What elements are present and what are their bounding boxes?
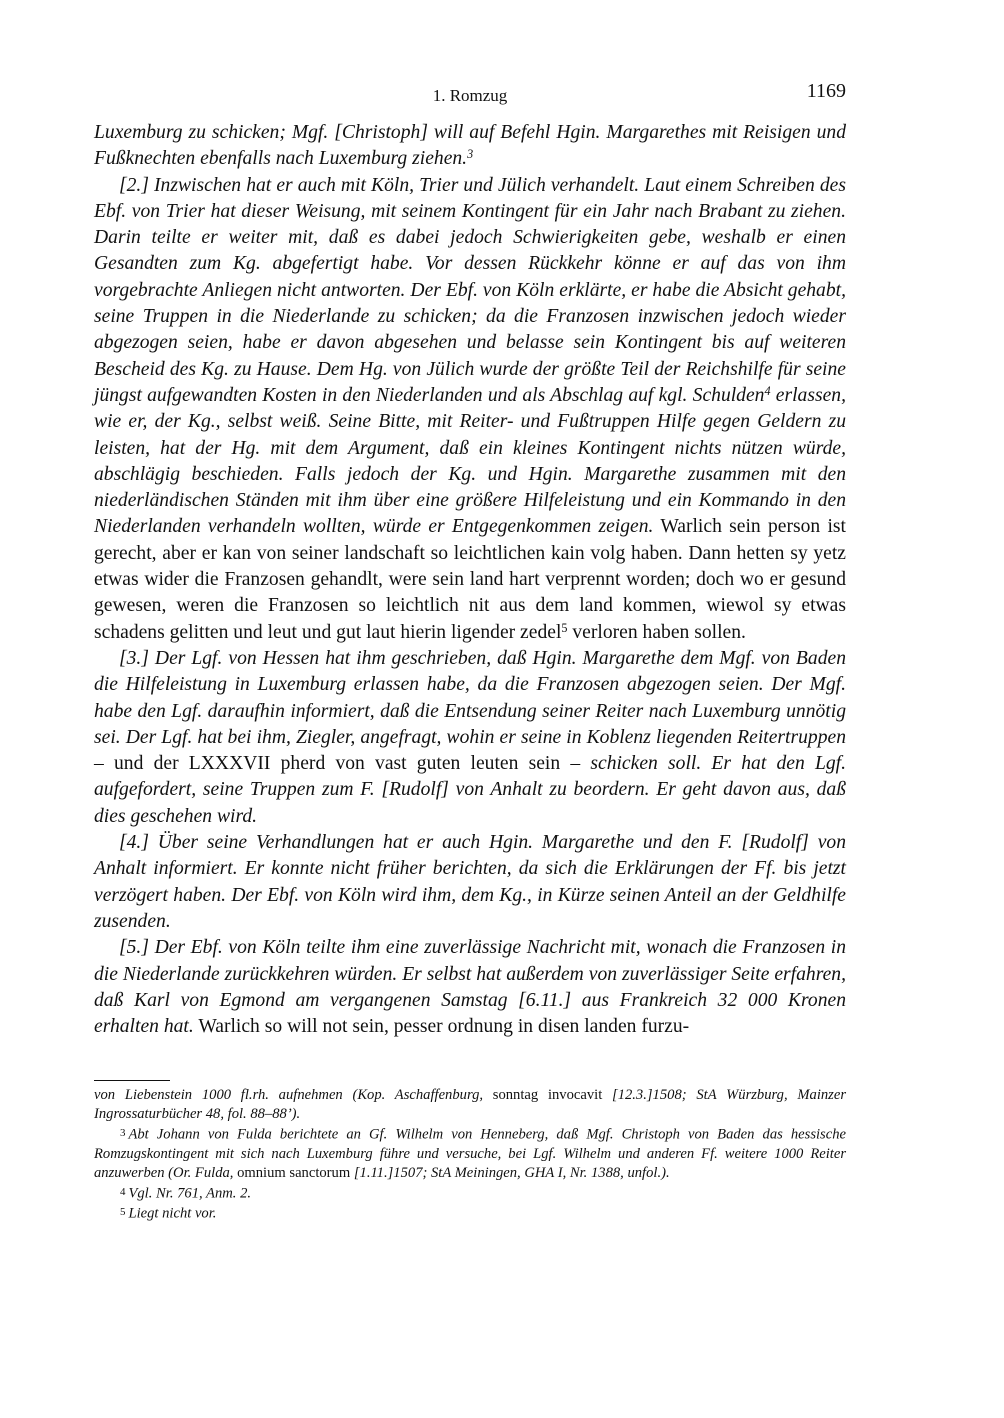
text-quotation: verloren haben sollen.: [567, 621, 746, 643]
footnote-number: 4: [120, 1185, 126, 1198]
footnote-ref-5: 5: [561, 620, 568, 635]
footnote-text: [12.3.]1508; StA Würzburg, Mainzer Ingrossaturbücher 48, fol. 88–88’).: [94, 1087, 847, 1122]
text-italic: erlassen, wie er, der Kg., selbst weiß. Seine Bitte, mit Reiter- und Fußtruppen Hilfe gegen Geldern zu leisten, hat der Hg. mit dem Argument, daß ein kleines Kontingent nichts nützen würde, abschlägig beschieden. Falls jedoch der Kg. und Hgin. Margarethe zusammen mit den niederländischen Ständen mit ihm über eine größere Hilfeleistung und ein Kommando in den Niederlanden verhandeln wollten, würde er Entgegenkommen zeigen.: [94, 384, 846, 538]
text-italic: Luxemburg zu schicken; Mgf. [Christoph] will auf Befehl Hgin. Margarethes mit Reisigen und Fußknechten ebenfalls nach Luxemburg ziehen.: [94, 122, 846, 170]
page-number: 1169: [806, 80, 846, 102]
text-quotation: – und der LXXXVII pherd von vast guten leuten sein –: [94, 753, 591, 775]
text-italic: schicken soll. Er hat den Lgf. aufgefordert, seine Truppen zum F. [Rudolf] von Anhalt zu beordern. Er geht davon aus, daß dies geschehen wird.: [94, 753, 846, 827]
text-quotation: Warlich so will not sein, pesser ordnung in disen landen furzu-: [193, 1016, 690, 1038]
footnote-ref-4: 4: [764, 383, 771, 398]
paragraph-5: [94, 935, 846, 1040]
paragraph-3: [94, 646, 846, 830]
footnote-continuation: [94, 1086, 846, 1124]
page-header: [94, 80, 846, 110]
footnote-divider: [94, 1080, 170, 1081]
footnotes: [94, 1086, 846, 1224]
main-text: [94, 120, 846, 1040]
footnote-3: [94, 1124, 846, 1183]
running-title: 1. Romzug: [432, 86, 508, 105]
footnote-text: Vgl. Nr. 761, Anm. 2.: [128, 1185, 252, 1202]
text-italic: [2.] Inzwischen hat er auch mit Köln, Trier und Jülich verhandelt. Laut einem Schreiben des Ebf. von Trier hat dieser Weisung, mit seinem Kontingent für ein Jahr nach Brabant zu ziehen. Darin teilte er weiter mit, daß es dabei jedoch Schwierigkeiten gebe, weshalb er einen Gesandten zum Kg. abgefertigt habe. Vor dessen Rückkehr könne er auf das von ihm vorgebrachte Anliegen nicht antworten. Der Ebf. von Köln erklärte, er habe die Absicht gehabt, seine Truppen in die Niederlande zu schicken; da die Franzosen inzwischen jedoch wieder abgezogen seien, habe er davon abgesehen und belasse sein Kontingent bis auf weiteren Bescheid des Kg. zu Hause. Dem Hg. von Jülich wurde der größte Teil der Reichshilfe für seine jüngst aufgewandten Kosten in den Niederlanden und als Abschlag auf kgl. Schulden: [94, 174, 846, 406]
paragraph-1: [94, 120, 846, 173]
text-italic: [5.] Der Ebf. von Köln teilte ihm eine zuverlässige Nachricht mit, wonach die Franzosen in die Niederlande zurückkehren würden. Er selbst hat außerdem von zuverlässiger Seite erfahren, daß Karl von Egmond am vergangenen Samstag [6.11.] aus Frankreich 32 000 Kronen erhalten hat.: [94, 937, 846, 1038]
footnote-ref-3: 3: [467, 147, 474, 162]
footnote-number: 5: [120, 1206, 126, 1219]
footnote-quote: sonntag invocavit: [483, 1087, 613, 1103]
footnote-quote: omnium sanctorum: [233, 1164, 354, 1181]
text-italic: [3.] Der Lgf. von Hessen hat ihm geschrieben, daß Hgin. Margarethe dem Mgf. von Baden die Hilfeleistung in Luxemburg erlassen habe, da die Franzosen abgezogen seien. Der Mgf. habe den Lgf. daraufhin informiert, daß die Entsendung seiner Reiter nach Luxemburg unnötig sei. Der Lgf. hat bei ihm, Ziegler, angefragt, wohin er seine in Koblenz liegenden Reitertruppen: [94, 647, 846, 748]
paragraph-2: [94, 173, 846, 646]
text-quotation: Warlich sein person ist gerecht, aber er kan von seiner landschaft so leichtlichen kain volg haben. Dann hetten sy yetz etwas wider die Franzosen gehandlt, were sein land hart verprennt worden; doch wo er gesund gewesen, weren die Franzosen so leichtlich nit aus dem land kommen, wiewol sy etwas schadens gelitten und leut und gut laut hierin ligender zedel: [94, 516, 846, 643]
text-italic: [4.] Über seine Verhandlungen hat er auch Hgin. Margarethe und den F. [Rudolf] von Anhalt informiert. Er konnte nicht früher berichten, da sich die Erklärungen der Ff. bis jetzt verzögert haben. Der Ebf. von Köln wird ihm, dem Kg., in Kürze seinen Anteil an der Geldhilfe zusenden.: [94, 832, 846, 932]
paragraph-4: [94, 830, 846, 935]
footnote-4: [94, 1183, 846, 1204]
footnote-text: [1.11.]1507; StA Meiningen, GHA I, Nr. 1388, unfol.).: [353, 1164, 670, 1181]
footnote-text: Abt Johann von Fulda berichtete an Gf. Wilhelm von Henneberg, daß Mgf. Christoph von Baden das hessische Romzugskontingent mit sich nach Luxemburg führe und versuche, bei Lgf. Wilhelm und anderen Ff. weitere 1000 Reiter anzuwerben (Or. Fulda,: [94, 1126, 846, 1181]
footnote-number: 3: [120, 1127, 126, 1139]
footnote-text: Liegt nicht vor.: [128, 1206, 217, 1223]
footnote-text: von Liebenstein 1000 fl.rh. aufnehmen (Kop. Aschaffenburg,: [94, 1087, 484, 1103]
footnote-5: [94, 1203, 846, 1224]
